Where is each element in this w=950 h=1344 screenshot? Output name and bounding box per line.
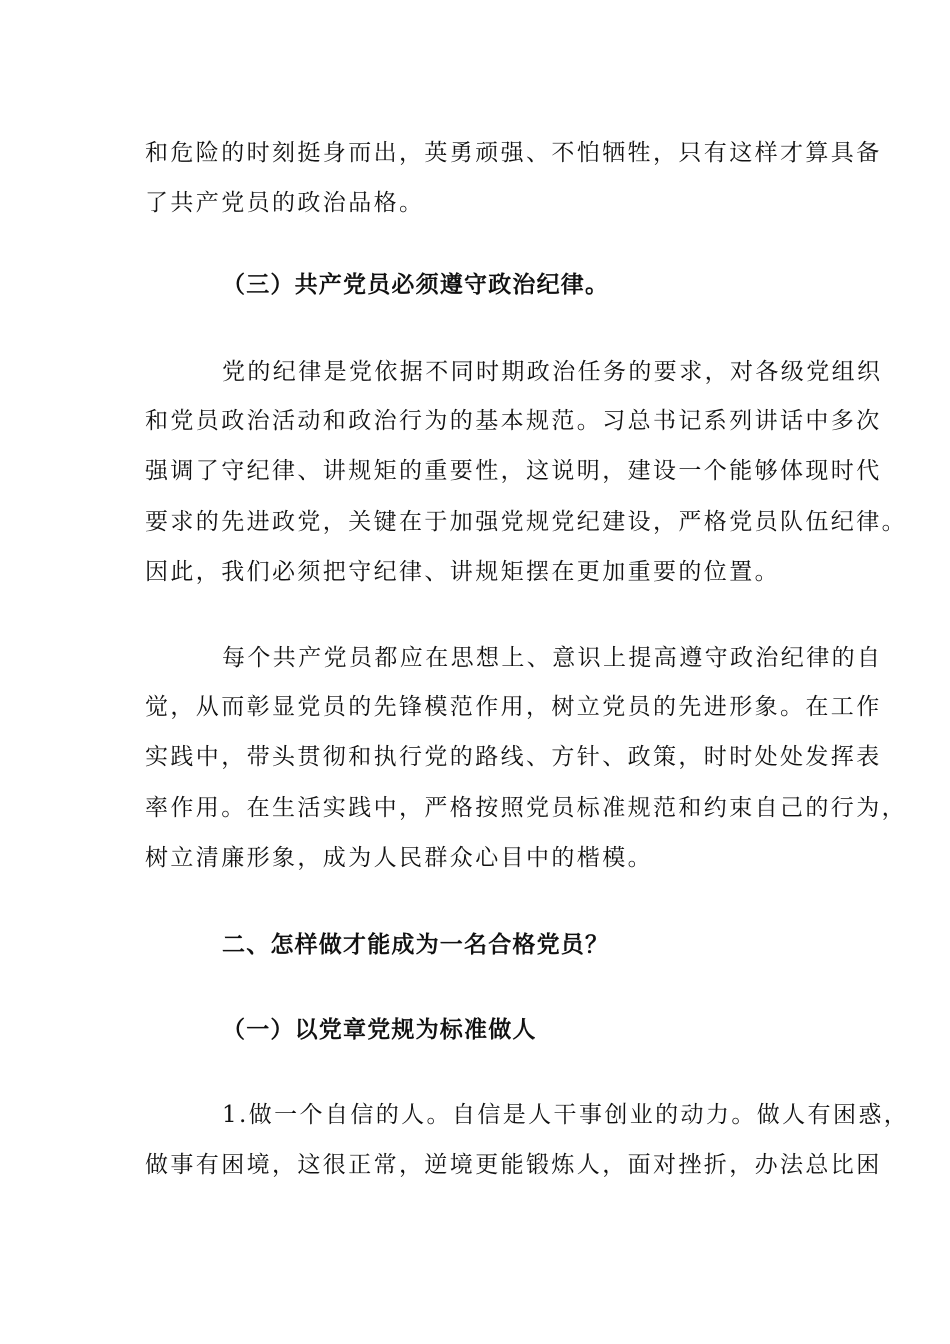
paragraph-line: 强调了守纪律、讲规矩的重要性，这说明，建设一个能够体现时代	[145, 458, 882, 484]
paragraph-line: 1.做一个自信的人。自信是人干事创业的动力。做人有困惑，	[222, 1102, 910, 1128]
paragraph-line: 做事有困境，这很正常，逆境更能锻炼人，面对挫折，办法总比困	[145, 1152, 882, 1178]
paragraph-line: 树立清廉形象，成为人民群众心目中的楷模。	[145, 845, 653, 871]
paragraph-line: 要求的先进政党，关键在于加强党规党纪建设，严格党员队伍纪律。	[145, 509, 907, 535]
paragraph-line: 党的纪律是党依据不同时期政治任务的要求，对各级党组织	[222, 359, 883, 385]
paragraph-line: 因此，我们必须把守纪律、讲规矩摆在更加重要的位置。	[145, 559, 780, 585]
section-heading-one: （一）以党章党规为标准做人	[222, 1017, 537, 1043]
paragraph-line: 了共产党员的政治品格。	[145, 190, 425, 216]
paragraph-line: 实践中，带头贯彻和执行党的路线、方针、政策，时时处处发挥表	[145, 744, 882, 770]
paragraph-line: 和危险的时刻挺身而出，英勇顽强、不怕牺牲，只有这样才算具备	[145, 140, 882, 166]
paragraph-line: 每个共产党员都应在思想上、意识上提高遵守政治纪律的自	[222, 645, 883, 671]
chapter-heading-two: 二、怎样做才能成为一名合格党员？	[222, 932, 610, 958]
paragraph-line: 率作用。在生活实践中，严格按照党员标准规范和约束自己的行为，	[145, 795, 907, 821]
paragraph-line: 觉，从而彰显党员的先锋模范作用，树立党员的先进形象。在工作	[145, 694, 882, 720]
paragraph-line: 和党员政治活动和政治行为的基本规范。习总书记系列讲话中多次	[145, 408, 882, 434]
section-heading-three: （三）共产党员必须遵守政治纪律。	[222, 272, 610, 298]
